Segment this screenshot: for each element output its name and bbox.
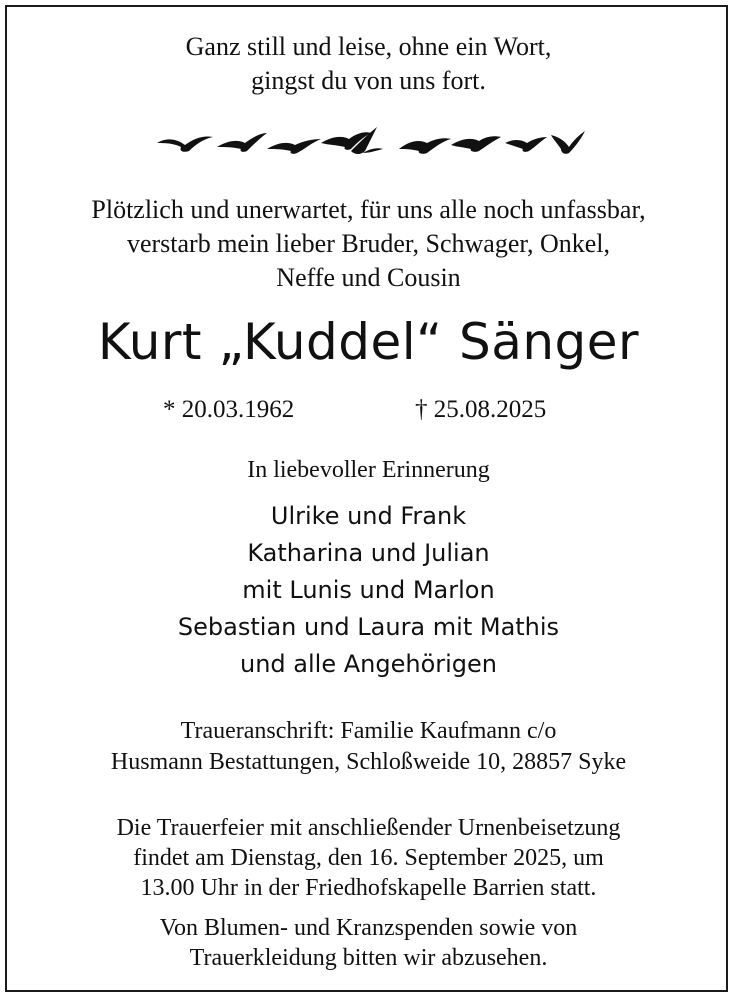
- address-line-1: Traueranschrift: Familie Kaufmann c/o: [180, 718, 557, 744]
- death-date: † 25.08.2025: [415, 396, 547, 423]
- intro-line-3: Neffe und Cousin: [276, 263, 461, 292]
- deceased-name: Kurt „Kuddel“ Sänger: [97, 313, 640, 371]
- mourner-line-2: Katharina und Julian: [247, 539, 490, 567]
- memory-line: In liebevoller Erinnerung: [247, 457, 490, 483]
- intro-line-2: verstarb mein lieber Bruder, Schwager, Onkel,: [126, 229, 611, 258]
- ceremony-line-1: Die Trauerfeier mit anschließender Urnenbeisetzung: [116, 815, 621, 841]
- poem-line-2: gingst du von uns fort.: [251, 66, 486, 95]
- flowers-note-line-2: Trauerkleidung bitten wir abzusehen.: [189, 945, 548, 971]
- intro-line-1: Plötzlich und unerwartet, für uns alle noch unfassbar,: [91, 195, 646, 224]
- ceremony-line-3: 13.00 Uhr in der Friedhofskapelle Barrien statt.: [140, 875, 597, 901]
- birth-date: * 20.03.1962: [163, 396, 295, 423]
- mourner-line-3: mit Lunis und Marlon: [242, 576, 495, 604]
- address-line-2: Husmann Bestattungen, Schloßweide 10, 28857 Syke: [110, 749, 627, 775]
- flying-birds-icon: [155, 121, 585, 163]
- mourner-line-5: und alle Angehörigen: [240, 650, 497, 678]
- poem-line-1: Ganz still und leise, ohne ein Wort,: [185, 32, 552, 61]
- mourner-line-1: Ulrike und Frank: [270, 502, 467, 530]
- mourner-line-4: Sebastian und Laura mit Mathis: [177, 613, 560, 641]
- flowers-note-line-1: Von Blumen- und Kranzspenden sowie von: [159, 915, 578, 941]
- ceremony-line-2: findet am Dienstag, den 16. September 2025, um: [133, 845, 604, 871]
